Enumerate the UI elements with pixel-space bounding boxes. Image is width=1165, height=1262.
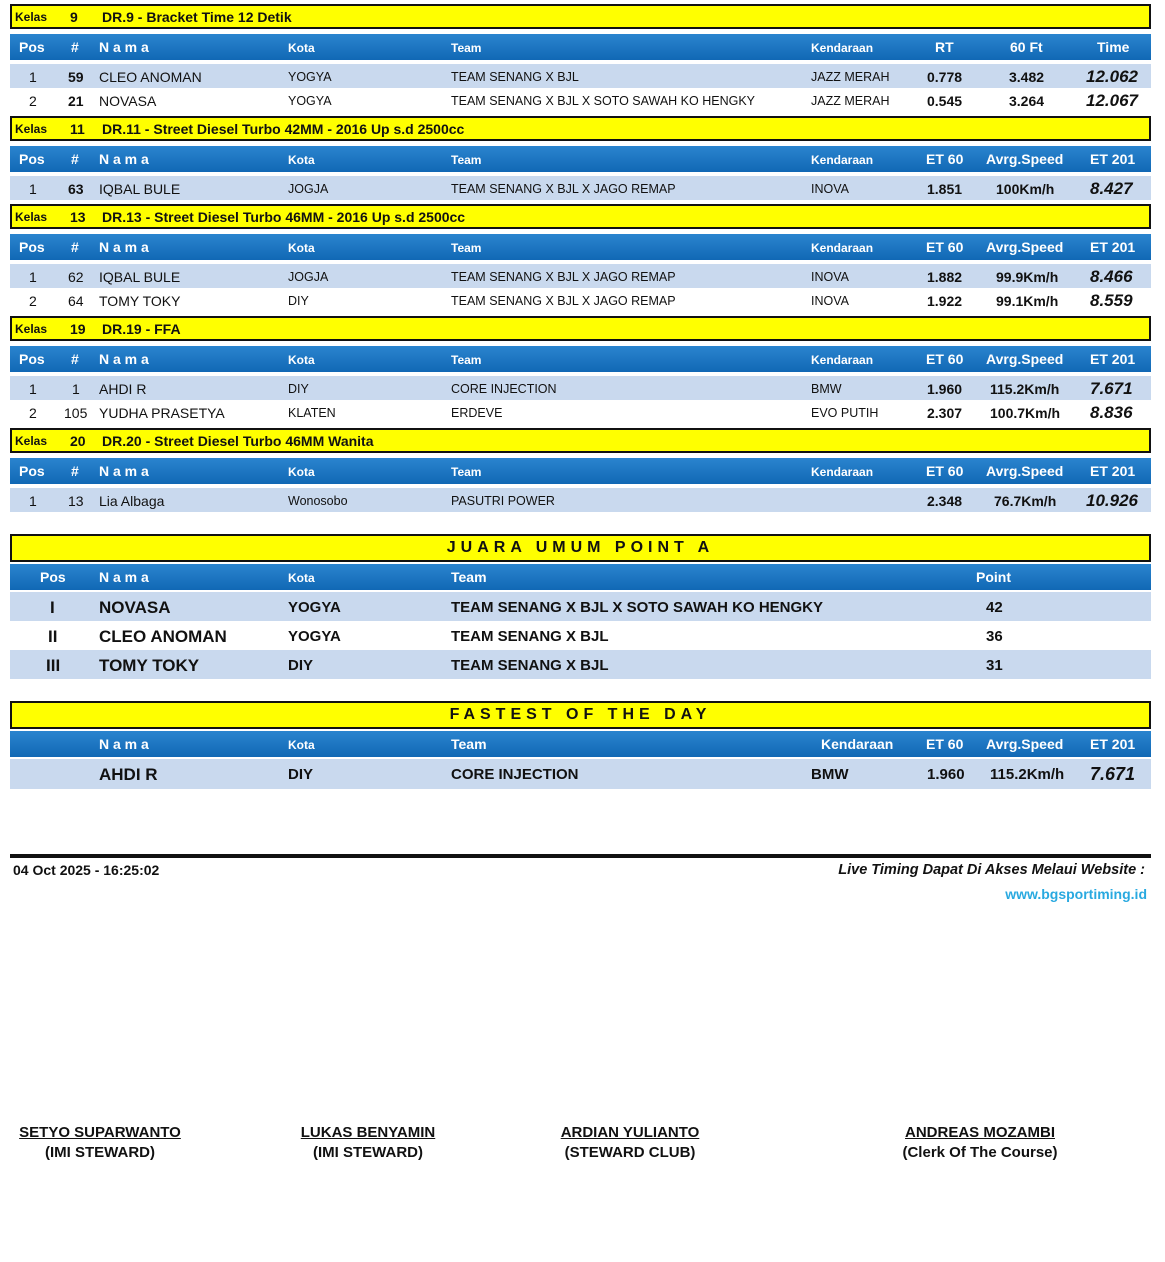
ft60: 3.264 xyxy=(1009,93,1045,109)
kelas-label: Kelas xyxy=(15,210,48,224)
team: TEAM SENANG X BJL X JAGO REMAP xyxy=(451,294,676,308)
table-row xyxy=(10,176,1151,200)
number: 21 xyxy=(68,93,84,109)
col-kota: Kota xyxy=(288,353,315,367)
col-et201: ET 201 xyxy=(1090,151,1136,167)
pos: 1 xyxy=(29,269,37,285)
col-speed: Avrg.Speed xyxy=(986,463,1064,479)
col-kendaraan: Kendaraan xyxy=(811,241,874,255)
signature-name: ARDIAN YULIANTO xyxy=(560,1124,700,1141)
point: 42 xyxy=(986,599,1003,616)
team: TEAM SENANG X BJL xyxy=(451,657,609,674)
team: TEAM SENANG X BJL X JAGO REMAP xyxy=(451,182,676,196)
col-et201: ET 201 xyxy=(1090,239,1136,255)
name: IQBAL BULE xyxy=(99,269,181,285)
signature-name: ANDREAS MOZAMBI xyxy=(905,1124,1055,1141)
col-et201: ET 201 xyxy=(1090,463,1136,479)
col-no: # xyxy=(71,351,79,367)
timestamp: 04 Oct 2025 - 16:25:02 xyxy=(13,862,160,878)
fastest-title: FASTEST OF THE DAY xyxy=(449,706,712,723)
table-header xyxy=(10,234,1151,260)
team: PASUTRI POWER xyxy=(451,494,555,508)
point: 36 xyxy=(986,628,1003,645)
et60: 1.960 xyxy=(927,381,963,397)
col-rt: RT xyxy=(935,39,954,55)
juara-title: JUARA UMUM POINT A xyxy=(446,539,715,556)
col-name: N a m a xyxy=(99,239,149,255)
kota: DIY xyxy=(288,294,309,308)
kota: KLATEN xyxy=(288,406,336,420)
kota: YOGYA xyxy=(288,628,341,645)
footer-divider xyxy=(10,854,1151,858)
name: AHDI R xyxy=(99,381,147,397)
col-name: N a m a xyxy=(99,351,149,367)
class-section xyxy=(10,428,1151,512)
table-row xyxy=(10,264,1151,288)
col-name: N a m a xyxy=(99,463,149,479)
table-header xyxy=(10,34,1151,60)
col-pos: Pos xyxy=(19,151,45,167)
avg-speed: 100.7Km/h xyxy=(990,405,1061,421)
signature-role: (IMI STEWARD) xyxy=(45,1144,155,1161)
class-title-bar xyxy=(10,428,1151,453)
signature-block xyxy=(13,1124,187,1161)
kota: JOGJA xyxy=(288,270,329,284)
et60: 2.348 xyxy=(927,493,963,509)
kota: YOGYA xyxy=(288,70,332,84)
col-pos: Pos xyxy=(40,569,66,585)
number: 62 xyxy=(68,269,84,285)
col-kota: Kota xyxy=(288,241,315,255)
kota: DIY xyxy=(288,657,314,674)
col-kendaraan: Kendaraan xyxy=(811,353,874,367)
kelas-label: Kelas xyxy=(15,322,48,336)
pos: III xyxy=(46,656,61,675)
rt: 0.778 xyxy=(927,69,963,85)
et60: 1.922 xyxy=(927,293,963,309)
col-pos: Pos xyxy=(19,239,45,255)
col-et60: ET 60 xyxy=(926,151,964,167)
signature-block xyxy=(890,1124,1070,1161)
class-title-bar xyxy=(10,4,1151,29)
fastest-row xyxy=(10,759,1151,789)
col-pos: Pos xyxy=(19,351,45,367)
pos: 2 xyxy=(29,93,37,109)
pos: 1 xyxy=(29,69,37,85)
name: AHDI R xyxy=(99,765,158,784)
class-title: DR.20 - Street Diesel Turbo 46MM Wanita xyxy=(102,433,374,449)
table-header xyxy=(10,346,1151,372)
class-number: 19 xyxy=(70,321,86,337)
number: 64 xyxy=(68,293,84,309)
signature-role: (STEWARD CLUB) xyxy=(564,1144,696,1161)
fastest-header xyxy=(10,731,1151,757)
col-et60: ET 60 xyxy=(926,239,964,255)
et60: 1.960 xyxy=(927,766,965,783)
et60: 1.882 xyxy=(927,269,963,285)
ft60: 3.482 xyxy=(1009,69,1045,85)
table-row xyxy=(10,64,1151,88)
kendaraan: BMW xyxy=(811,766,849,783)
class-title: DR.11 - Street Diesel Turbo 42MM - 2016 Up s.d 2500cc xyxy=(102,121,465,137)
col-team: Team xyxy=(451,353,482,367)
col-name: N a m a xyxy=(99,39,149,55)
name: CLEO ANOMAN xyxy=(99,69,202,85)
et60: 2.307 xyxy=(927,405,963,421)
name: IQBAL BULE xyxy=(99,181,181,197)
et201: 8.836 xyxy=(1090,403,1133,422)
col-kendaraan: Kendaraan xyxy=(821,736,894,752)
pos: 1 xyxy=(29,381,37,397)
col-kota: Kota xyxy=(288,153,315,167)
col-team: Team xyxy=(451,41,482,55)
col-no: # xyxy=(71,239,79,255)
col-et60: ET 60 xyxy=(926,351,964,367)
signature-role: (Clerk Of The Course) xyxy=(902,1144,1058,1161)
kendaraan: INOVA xyxy=(811,270,849,284)
kendaraan: EVO PUTIH xyxy=(811,406,879,420)
class-title-bar xyxy=(10,116,1151,141)
kendaraan: INOVA xyxy=(811,182,849,196)
col-et60: ET 60 xyxy=(926,736,964,752)
kelas-label: Kelas xyxy=(15,122,48,136)
number: 1 xyxy=(72,381,80,397)
signature-role: (IMI STEWARD) xyxy=(313,1144,423,1161)
avg-speed: 115.2Km/h xyxy=(990,766,1065,783)
col-team: Team xyxy=(451,569,487,585)
juara-row xyxy=(10,650,1151,679)
col-speed: Avrg.Speed xyxy=(986,351,1064,367)
pos: 2 xyxy=(29,293,37,309)
kota: DIY xyxy=(288,766,314,783)
et201: 10.926 xyxy=(1086,491,1138,510)
col-kendaraan: Kendaraan xyxy=(811,41,874,55)
kelas-label: Kelas xyxy=(15,10,48,24)
class-section xyxy=(10,116,1151,200)
col-speed: Avrg.Speed xyxy=(986,151,1064,167)
et201: 8.427 xyxy=(1090,179,1133,198)
avg-speed: 99.9Km/h xyxy=(996,269,1059,285)
team: TEAM SENANG X BJL X SOTO SAWAH KO HENGKY xyxy=(451,94,755,108)
class-title-bar xyxy=(10,204,1151,229)
table-row xyxy=(10,400,1151,424)
rt: 0.545 xyxy=(927,93,963,109)
number: 105 xyxy=(64,405,88,421)
col-speed: Avrg.Speed xyxy=(986,239,1064,255)
pos: I xyxy=(50,598,55,617)
class-section xyxy=(10,316,1151,424)
col-kota: Kota xyxy=(288,571,315,585)
table-row xyxy=(10,488,1151,512)
kota: JOGJA xyxy=(288,182,329,196)
fastest-title-bar xyxy=(10,701,1151,729)
class-title: DR.9 - Bracket Time 12 Detik xyxy=(102,9,292,25)
kota: Wonosobo xyxy=(288,494,348,508)
col-60ft: 60 Ft xyxy=(1010,39,1043,55)
table-row xyxy=(10,288,1151,312)
name: NOVASA xyxy=(99,598,171,617)
name: NOVASA xyxy=(99,93,157,109)
kelas-label: Kelas xyxy=(15,434,48,448)
team: TEAM SENANG X BJL xyxy=(451,628,609,645)
signature-name: SETYO SUPARWANTO xyxy=(19,1124,181,1141)
juara-row xyxy=(10,621,1151,650)
signature-name: LUKAS BENYAMIN xyxy=(300,1124,436,1141)
class-section xyxy=(10,204,1151,312)
pos: 1 xyxy=(29,181,37,197)
table-header xyxy=(10,146,1151,172)
class-section xyxy=(10,4,1151,112)
class-title-bar xyxy=(10,316,1151,341)
time: 12.062 xyxy=(1086,67,1138,86)
name: CLEO ANOMAN xyxy=(99,627,227,646)
team: ERDEVE xyxy=(451,406,503,420)
kendaraan: JAZZ MERAH xyxy=(811,70,890,84)
col-pos: Pos xyxy=(19,39,45,55)
class-number: 11 xyxy=(70,121,85,137)
col-no: # xyxy=(71,39,79,55)
col-pos: Pos xyxy=(19,463,45,479)
avg-speed: 115.2Km/h xyxy=(990,381,1060,397)
name: TOMY TOKY xyxy=(99,293,181,309)
kota: YOGYA xyxy=(288,599,341,616)
col-name: N a m a xyxy=(99,736,149,752)
pos: II xyxy=(48,627,58,646)
col-kota: Kota xyxy=(288,41,315,55)
name: TOMY TOKY xyxy=(99,656,200,675)
col-kota: Kota xyxy=(288,738,315,752)
table-row xyxy=(10,376,1151,400)
signature-block xyxy=(555,1124,705,1161)
col-no: # xyxy=(71,151,79,167)
kota: YOGYA xyxy=(288,94,332,108)
time: 12.067 xyxy=(1086,91,1138,110)
col-team: Team xyxy=(451,241,482,255)
team: CORE INJECTION xyxy=(451,766,579,783)
name: Lia Albaga xyxy=(99,493,165,509)
team: TEAM SENANG X BJL X JAGO REMAP xyxy=(451,270,676,284)
col-kendaraan: Kendaraan xyxy=(811,153,874,167)
kendaraan: BMW xyxy=(811,382,842,396)
juara-row xyxy=(10,592,1151,621)
name: YUDHA PRASETYA xyxy=(99,405,225,421)
team: TEAM SENANG X BJL X SOTO SAWAH KO HENGKY xyxy=(451,599,823,616)
col-team: Team xyxy=(451,153,482,167)
col-point: Point xyxy=(976,569,1011,585)
avg-speed: 76.7Km/h xyxy=(994,493,1057,509)
table-header xyxy=(10,458,1151,484)
juara-title-bar xyxy=(10,534,1151,562)
col-et60: ET 60 xyxy=(926,463,964,479)
et201: 7.671 xyxy=(1090,764,1136,784)
col-name: N a m a xyxy=(99,151,149,167)
kendaraan: JAZZ MERAH xyxy=(811,94,890,108)
et201: 7.671 xyxy=(1090,379,1133,398)
et201: 8.466 xyxy=(1090,267,1133,286)
col-kota: Kota xyxy=(288,465,315,479)
avg-speed: 99.1Km/h xyxy=(996,293,1059,309)
avg-speed: 100Km/h xyxy=(996,181,1055,197)
results-document xyxy=(10,4,1151,789)
col-name: N a m a xyxy=(99,569,149,585)
class-title: DR.13 - Street Diesel Turbo 46MM - 2016 Up s.d 2500cc xyxy=(102,209,466,225)
website-link[interactable]: www.bgsportiming.id xyxy=(1005,886,1147,902)
point: 31 xyxy=(986,657,1003,674)
kendaraan: INOVA xyxy=(811,294,849,308)
class-number: 20 xyxy=(70,433,86,449)
number: 63 xyxy=(68,181,84,197)
number: 13 xyxy=(68,493,84,509)
col-kendaraan: Kendaraan xyxy=(811,465,874,479)
col-time: Time xyxy=(1097,39,1130,55)
pos: 2 xyxy=(29,405,37,421)
et201: 8.559 xyxy=(1090,291,1133,310)
juara-header xyxy=(10,564,1151,590)
team: TEAM SENANG X BJL xyxy=(451,70,579,84)
col-no: # xyxy=(71,463,79,479)
class-number: 9 xyxy=(70,9,78,25)
signature-block xyxy=(296,1124,440,1161)
col-team: Team xyxy=(451,465,482,479)
et60: 1.851 xyxy=(927,181,963,197)
kota: DIY xyxy=(288,382,309,396)
col-speed: Avrg.Speed xyxy=(986,736,1064,752)
table-row xyxy=(10,88,1151,112)
team: CORE INJECTION xyxy=(451,382,557,396)
col-et201: ET 201 xyxy=(1090,351,1136,367)
number: 59 xyxy=(68,69,84,85)
col-et201: ET 201 xyxy=(1090,736,1136,752)
class-number: 13 xyxy=(70,209,86,225)
pos: 1 xyxy=(29,493,37,509)
class-title: DR.19 - FFA xyxy=(102,321,181,337)
live-timing-note: Live Timing Dapat Di Akses Melaui Website : xyxy=(838,862,1145,878)
col-team: Team xyxy=(451,736,487,752)
